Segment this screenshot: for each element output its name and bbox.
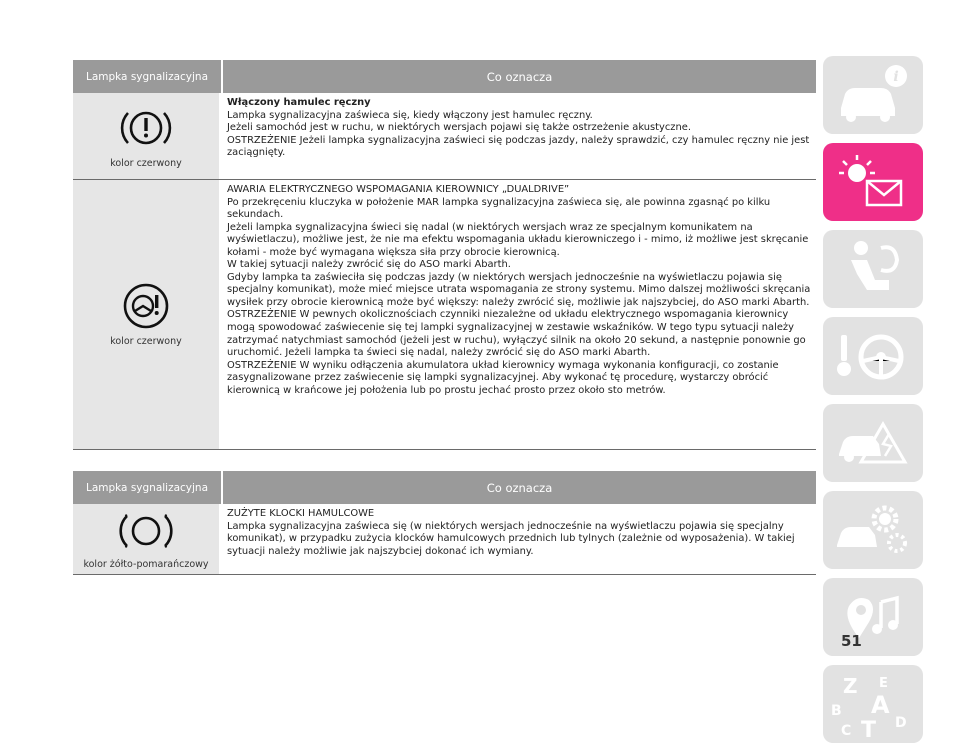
indicator-color: kolor czerwony	[110, 336, 182, 347]
index-letter: Z	[843, 674, 858, 698]
indicator-color: kolor żółto-pomarańczowy	[83, 558, 209, 570]
paragraph: OSTRZEŻENIE W pewnych okolicznościach czynniki niezależne od układu elektrycznego wspomagania kierownicy mogą spowodować zaświecenie się tej lampki sygnalizacyjnej w zestawie wskaźników. W tego typu sytuacji należy zatrzymać natychmiast samochód (jeżeli jest w ruchu), wyłączyć silnik na około 20 sekund, a następnie ponownie go uruchomić. Jeżeli lampka ta świeci się nadal, należy zwrócić się do ASO marki Abarth.	[227, 309, 806, 359]
paragraph: Lampka sygnalizacyjna zaświeca się, kiedy włączony jest hamulec ręczny.	[227, 109, 593, 121]
tab-maintenance[interactable]	[823, 491, 923, 569]
meaning-cell	[221, 93, 816, 179]
indicator-color: kolor czerwony	[110, 157, 182, 169]
page-number: 51	[841, 632, 862, 650]
svg-text:i: i	[893, 69, 899, 85]
tab-car-info[interactable]	[823, 56, 923, 134]
paragraph: Lampka sygnalizacyjna zaświeca się (w niektórych wersjach jednocześnie na wyświetlaczu pojawia się specjalny komunikat), w przypadku zużycia klocków hamulcowych przednich lub tylnych (zależnie od wyposażenia). W takiej sytuacji należy możliwie jak najszybciej dokonać ich wymiany.	[227, 520, 795, 557]
indicator-cell	[73, 180, 221, 449]
paragraph: Jeżeli lampka sygnalizacyjna świeci się nadal (w niektórych wersjach wraz ze specjalnym komunikatem na wyświetlaczu), możliwe jest, że nie ma efektu wspomagania układu kierowniczego i - mimo, iż możliwe jest skręcanie kołami - może być wymagana większa siła przy obrocie kierownicą.	[227, 221, 809, 258]
steering-exclamation-icon	[119, 282, 173, 330]
paragraph: W takiej sytuacji należy zwrócić się do ASO marki Abarth.	[227, 259, 511, 271]
brake-pad-wear-icon	[119, 509, 173, 553]
header-meaning: Co oznacza	[486, 69, 553, 84]
index-letter: D	[895, 715, 907, 731]
tab-starting-driving[interactable]	[823, 317, 923, 395]
table-header	[73, 471, 816, 504]
meaning-cell	[221, 504, 816, 574]
chapter-sidebar	[823, 56, 928, 752]
warning-lights-table-2	[73, 471, 816, 575]
paragraph: AWARIA ELEKTRYCZNEGO WSPOMAGANIA KIEROWNICY „DUALDRIVE”	[227, 184, 570, 195]
header-meaning: Co oznacza	[486, 480, 553, 495]
table-row	[73, 93, 816, 180]
table-row	[73, 504, 816, 575]
car-info-icon	[823, 56, 923, 134]
alphabet-index-icon	[823, 665, 923, 743]
paragraph: OSTRZEŻENIE Jeżeli lampka sygnalizacyjna zaświeci się podczas jazdy, należy sprawdzić, czy hamulec ręczny nie jest zaciągnięty.	[227, 134, 810, 159]
paragraph: Gdyby lampka ta zaświeciła się podczas jazdy (w niektórych wersjach jednocześnie na wyświetlaczu pojawia się specjalny komunikat), może mieć miejsce utrata wspomagania ze strony systemu. Mimo dalszej możliwości skręcania wysiłek przy obrocie kierownicą może być większy: należy zwrócić się, możliwie jak najszybciej, do ASO marki Abarth.	[227, 271, 811, 308]
indicator-cell	[73, 93, 221, 179]
paragraph: Jeżeli samochód jest w ruchu, w niektórych wersjach pojawi się także ostrzeżenie akustyczne.	[227, 122, 691, 134]
paragraph: Po przekręceniu kluczyka w położenie MAR lampka sygnalizacyjna zaświeca się, ale powinna zgasnąć po kilku sekundach.	[227, 196, 771, 221]
index-letter: B	[831, 703, 842, 719]
warning-light-message-icon	[823, 143, 923, 221]
row-title: Włączony hamulec ręczny	[227, 97, 371, 108]
brake-exclamation-icon	[119, 104, 173, 152]
index-letter: A	[871, 691, 890, 719]
seat-airbag-icon	[823, 230, 923, 308]
tab-emergency[interactable]	[823, 404, 923, 482]
tab-multimedia[interactable]	[823, 578, 923, 656]
paragraph: ZUŻYTE KLOCKI HAMULCOWE	[227, 508, 375, 519]
car-accident-icon	[823, 404, 923, 482]
paragraph: OSTRZEŻENIE W wyniku odłączenia akumulatora układ kierownicy wymaga wykonania konfiguracji, co zostanie zasygnalizowane przez zaświecenie się lampki sygnalizacyjnej. Aby wykonać tę procedurę, wystarczy obrócić kierownicą w krańcowe jej położenia lub po prostu jechać prosto przez około sto metrów.	[227, 359, 779, 396]
indicator-cell	[73, 504, 221, 574]
table-header	[73, 60, 816, 93]
index-letter: T	[861, 718, 877, 743]
header-indicator: Lampka sygnalizacyjna	[73, 471, 223, 504]
index-letter: C	[841, 723, 852, 739]
car-gears-icon	[823, 491, 923, 569]
header-indicator: Lampka sygnalizacyjna	[73, 60, 223, 93]
tab-warning-lights[interactable]	[823, 143, 923, 221]
tab-safety[interactable]	[823, 230, 923, 308]
index-letter: E	[879, 676, 888, 691]
navigation-music-icon	[823, 578, 923, 656]
warning-lights-table-1	[73, 60, 816, 450]
key-steering-wheel-icon	[823, 317, 923, 395]
meaning-cell	[221, 180, 816, 449]
table-row	[73, 180, 816, 450]
tab-index[interactable]	[823, 665, 923, 743]
